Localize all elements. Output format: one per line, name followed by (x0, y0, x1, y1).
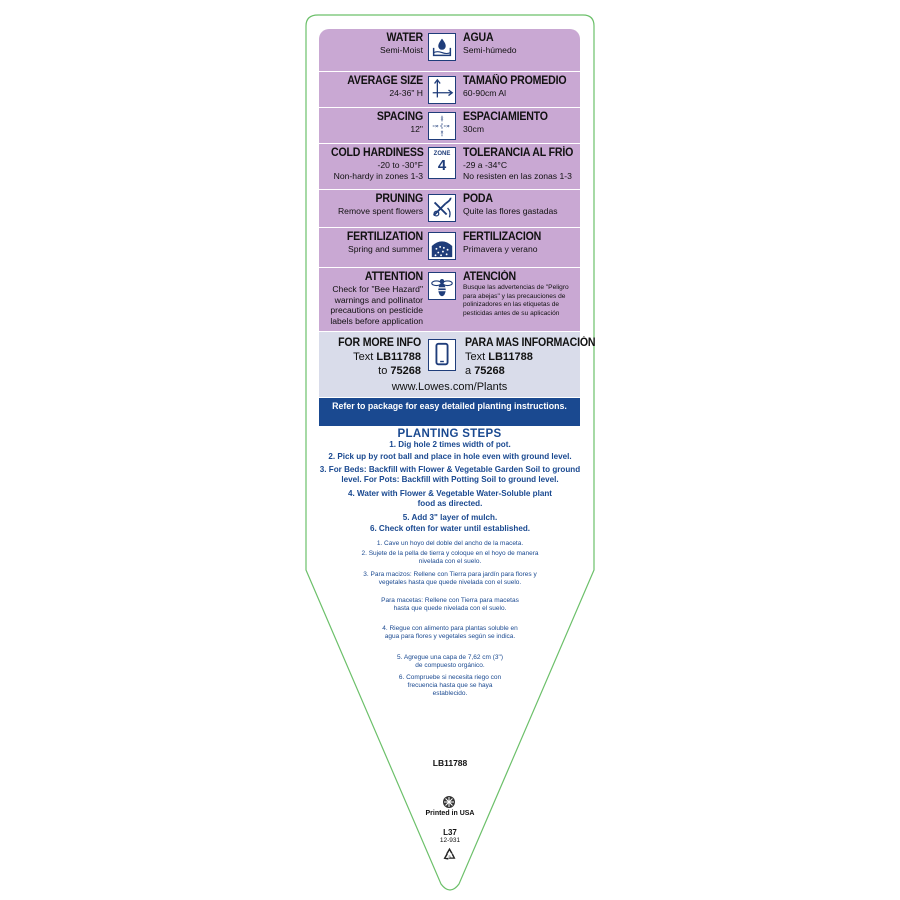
planting-step-es: 4. Riegue con alimento para plantas soluble en agua para flores y vegetales según se indica. (382, 625, 518, 641)
zone-icon (428, 147, 456, 179)
care-row (319, 108, 580, 143)
care-row-text-en: labels before application (330, 315, 423, 326)
care-row-es (463, 75, 578, 99)
lot-sub-code: 12-931 (439, 837, 461, 844)
care-row-es (463, 271, 578, 318)
care-row (319, 144, 580, 189)
info-code-es: LB11788 (488, 351, 533, 363)
care-row (319, 29, 580, 71)
care-row-text-en: Spring and summer (348, 244, 423, 254)
more-info-panel (319, 332, 596, 397)
planting-step-en: 2. Pick up by root ball and place in hole even with ground level. (328, 452, 572, 461)
care-row-en (323, 193, 423, 217)
care-row-text-es: No resisten en las zonas 1-3 (463, 170, 572, 181)
care-row-text-es: -29 a -34°C (463, 160, 508, 170)
care-row-title-en: PRUNING (375, 193, 423, 205)
info-code-en: LB11788 (376, 351, 421, 363)
planting-step-es: 2. Sujete de la pella de tierra y coloque en el hoyo de manera nivelada con el suelo. (361, 550, 539, 566)
fertilizer-icon (428, 232, 456, 260)
care-row (319, 268, 580, 331)
planting-step-es: 1. Cave un hoyo del doble del ancho de la maceta. (376, 540, 524, 547)
care-row-title-en: WATER (386, 32, 423, 44)
care-row-title-en: COLD HARDINESS (331, 147, 424, 159)
care-row-title-es: PODA (463, 193, 493, 205)
care-row-text-en: 12" (410, 124, 423, 134)
care-row-text-en: Remove spent flowers (337, 206, 423, 216)
svg-text:×: × (445, 123, 450, 130)
planting-step-en: 4. Water with Flower & Vegetable Water-Soluble plant food as directed. (347, 489, 553, 509)
care-row-text-en: 24-36" H (389, 88, 423, 98)
care-row-en (323, 147, 423, 181)
svg-text:×: × (440, 116, 444, 123)
care-row-text-en: Semi-Moist (380, 45, 423, 55)
zone-number: 4 (437, 157, 447, 174)
size-arrows-icon (428, 76, 456, 104)
care-row-title-en: SPACING (376, 111, 423, 123)
care-row-text-es: polinizadores en las etiquetas de (463, 301, 560, 309)
care-row-es (463, 231, 578, 255)
info-to-es: a (465, 365, 472, 377)
info-shortcode-en: 75268 (390, 365, 421, 377)
care-row-text-es: Busque las advertencias de "Peligro (463, 284, 569, 291)
care-row-en (323, 231, 423, 255)
care-row-text-en: Non-hardy in zones 1-3 (333, 170, 423, 181)
care-row-es (463, 193, 578, 217)
planting-step-es: 5. Agregue una capa de 7,62 cm (3") de compuesto orgánico. (396, 654, 503, 670)
lot-code: L37 (443, 828, 457, 837)
care-row (319, 72, 580, 107)
planting-steps-title: PLANTING STEPS (397, 428, 502, 440)
planting-step-en: 6. Check often for water until established. (369, 524, 531, 533)
care-row-en (323, 75, 423, 99)
care-row-title-es: ATENCIÓN (463, 271, 517, 283)
care-row-title-es: TAMAÑO PROMEDIO (463, 75, 567, 87)
svg-text:5: 5 (448, 854, 451, 859)
care-row-title-es: TOLERANCIA AL FRÍO (463, 147, 574, 159)
spacing-icon (428, 112, 456, 140)
leaf-logo-icon (442, 795, 456, 809)
printed-in-usa: Printed in USA (425, 810, 475, 817)
planting-step-es: 3. Para macizos: Rellene con Tierra para jardín para flores y vegetales hasta que quede nivelada con el suelo. (363, 571, 537, 587)
info-url: www.Lowes.com/Plants (391, 381, 508, 393)
care-row-text-es: 60-90cm Al (463, 88, 506, 98)
info-text-prefix-es: Text (465, 351, 486, 363)
info-title-en: FOR MORE INFO (338, 337, 421, 349)
zone-label: ZONE (433, 151, 451, 157)
water-icon (428, 33, 456, 61)
recycle-icon (441, 846, 458, 863)
planting-step-es: 6. Compruebe si necesita riego con frecuencia hasta que se haya establecido. (398, 674, 502, 698)
care-row (319, 228, 580, 267)
care-row-title-es: FERTILIZACION (463, 231, 542, 243)
svg-text:×: × (440, 130, 444, 137)
care-row-text-en: -20 to -30°F (377, 160, 423, 170)
planting-step-en: 3. For Beds: Backfill with Flower & Vegetable Garden Soil to ground level. For Pots: Backfill with Potting Soil to ground level. (319, 465, 581, 485)
care-row-en (323, 32, 423, 56)
planting-step-en: 1. Dig hole 2 times width of pot. (389, 440, 511, 449)
care-row-es (463, 32, 578, 56)
info-title-es: PARA MAS INFORMACIÓN (465, 337, 596, 349)
care-row-title-es: AGUA (463, 32, 494, 44)
info-text-prefix-en: Text (353, 351, 374, 363)
care-row-text-es: Primavera y verano (463, 244, 538, 254)
care-row-title-es: ESPACIAMIENTO (463, 111, 548, 123)
info-shortcode-es: 75268 (474, 365, 505, 377)
bee-icon (428, 272, 456, 300)
care-row-title-en: ATTENTION (364, 271, 423, 283)
care-row-text-es: Semi-húmedo (463, 45, 517, 55)
phone-icon (428, 339, 456, 371)
care-row-text-en: Check for "Bee Hazard" (332, 284, 423, 294)
care-row-text-en: precautions on pesticide (330, 305, 423, 315)
care-row-text-en: warnings and pollinator (334, 294, 423, 305)
planting-step-en: 5. Add 3" layer of mulch. (402, 513, 498, 522)
care-row-en (323, 271, 423, 326)
care-row-en (323, 111, 423, 135)
pruning-shears-icon (428, 194, 456, 222)
info-to-en: to (378, 365, 388, 377)
care-row-title-en: FERTILIZATION (346, 231, 423, 243)
care-row-title-en: AVERAGE SIZE (347, 75, 423, 87)
care-row-es (463, 111, 578, 135)
care-row-text-es: 30cm (463, 124, 485, 134)
footer-code: LB11788 (432, 758, 468, 768)
planting-step-es: Para macetas: Rellene con Tierra para macetas hasta que quede nivelada con el suelo. (381, 597, 519, 613)
care-row (319, 190, 580, 227)
care-row-es (463, 147, 578, 181)
package-instructions-banner: Refer to package for easy detailed planting instructions. (319, 398, 580, 426)
care-row-text-es: para abejas" y las precauciones de (463, 292, 566, 300)
care-row-text-es: Quite las flores gastadas (463, 206, 558, 216)
care-row-text-es: pesticidas antes de su aplicación (463, 309, 560, 317)
svg-text:×: × (434, 123, 439, 130)
